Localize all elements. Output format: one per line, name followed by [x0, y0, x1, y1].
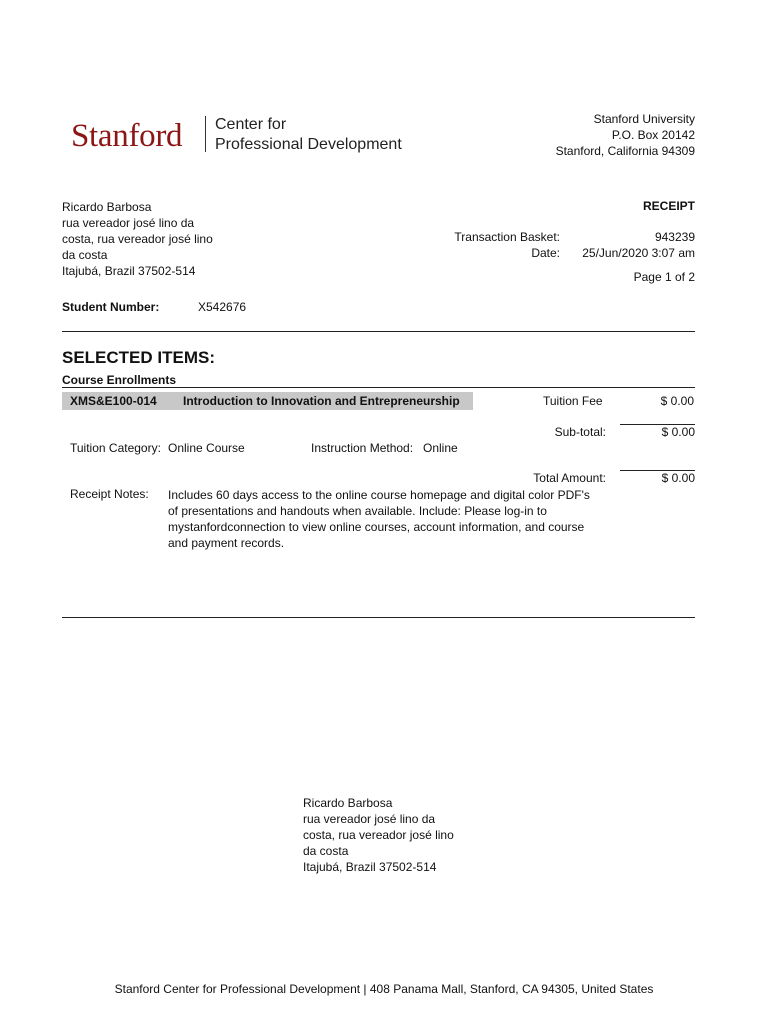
basket-label: Transaction Basket:: [454, 230, 560, 244]
receipt-notes-line2: of presentations and handouts when available. Include: Please log-in to: [168, 504, 547, 518]
total-amount-label: Total Amount:: [533, 471, 606, 485]
divider-top: [62, 331, 695, 332]
tuition-fee-value: $ 0.00: [660, 394, 694, 408]
divider-bottom: [62, 617, 695, 618]
instruction-method-label: Instruction Method:: [311, 441, 414, 455]
enrollments-rule: [62, 387, 695, 388]
mailing-line2: costa, rua vereador josé lino: [303, 828, 454, 842]
basket-value: 943239: [654, 230, 695, 244]
receipt-notes-line4: and payment records.: [168, 536, 285, 550]
org-address-line1: Stanford University: [593, 112, 695, 126]
stanford-logo-wordmark: Stanford: [71, 118, 183, 154]
mailing-line3: da costa: [303, 844, 349, 858]
org-address: [556, 111, 695, 159]
org-address-line2: P.O. Box 20142: [611, 128, 695, 142]
receipt-title: RECEIPT: [642, 199, 695, 213]
course-title: Introduction to Innovation and Entrepreneurship: [183, 394, 460, 408]
billing-line4: Itajubá, Brazil 37502-514: [62, 264, 196, 278]
subtotal-label: Sub-total:: [554, 425, 606, 439]
tuition-category-value: Online Course: [168, 441, 245, 455]
billing-name: Ricardo Barbosa: [62, 200, 152, 214]
billing-line3: da costa: [62, 248, 108, 262]
receipt-notes: [168, 487, 590, 551]
billing-line2: costa, rua vereador josé lino: [62, 232, 213, 246]
receipt-notes-label: Receipt Notes:: [70, 487, 149, 501]
logo-subtitle-line2: Professional Development: [215, 136, 402, 153]
receipt-notes-line1: Includes 60 days access to the online course homepage and digital color PDF's: [168, 488, 590, 502]
tuition-category-label: Tuition Category:: [70, 441, 161, 455]
logo-subtitle-line1: Center for: [215, 116, 287, 133]
instruction-method-value: Online: [423, 441, 458, 455]
selected-items-heading: SELECTED ITEMS:: [62, 348, 216, 367]
subtotal-value: $ 0.00: [661, 425, 695, 439]
total-amount-value: $ 0.00: [661, 471, 695, 485]
date-value: 25/Jun/2020 3:07 am: [582, 246, 695, 260]
org-address-line3: Stanford, California 94309: [555, 144, 695, 158]
student-number-value: X542676: [198, 300, 247, 314]
logo-divider: [205, 116, 206, 152]
course-enrollments-heading: Course Enrollments: [62, 373, 177, 387]
date-label: Date:: [531, 246, 560, 260]
logo-subtitle: [215, 115, 402, 155]
mailing-line1: rua vereador josé lino da: [303, 812, 436, 826]
receipt-notes-line3: mystanfordconnection to view online courses, account information, and course: [168, 520, 585, 534]
mailing-address: [303, 795, 454, 875]
mailing-line4: Itajubá, Brazil 37502-514: [303, 860, 437, 874]
student-number-label: Student Number:: [62, 300, 160, 314]
course-row: [62, 392, 695, 410]
billing-address: [62, 199, 213, 279]
tuition-fee-label: Tuition Fee: [543, 394, 603, 408]
page-indicator: Page 1 of 2: [633, 270, 695, 284]
mailing-name: Ricardo Barbosa: [303, 796, 393, 810]
course-code: XMS&E100-014: [70, 394, 157, 408]
billing-line1: rua vereador josé lino da: [62, 216, 195, 230]
page-footer: Stanford Center for Professional Development | 408 Panama Mall, Stanford, CA 94305, United States: [114, 982, 654, 996]
